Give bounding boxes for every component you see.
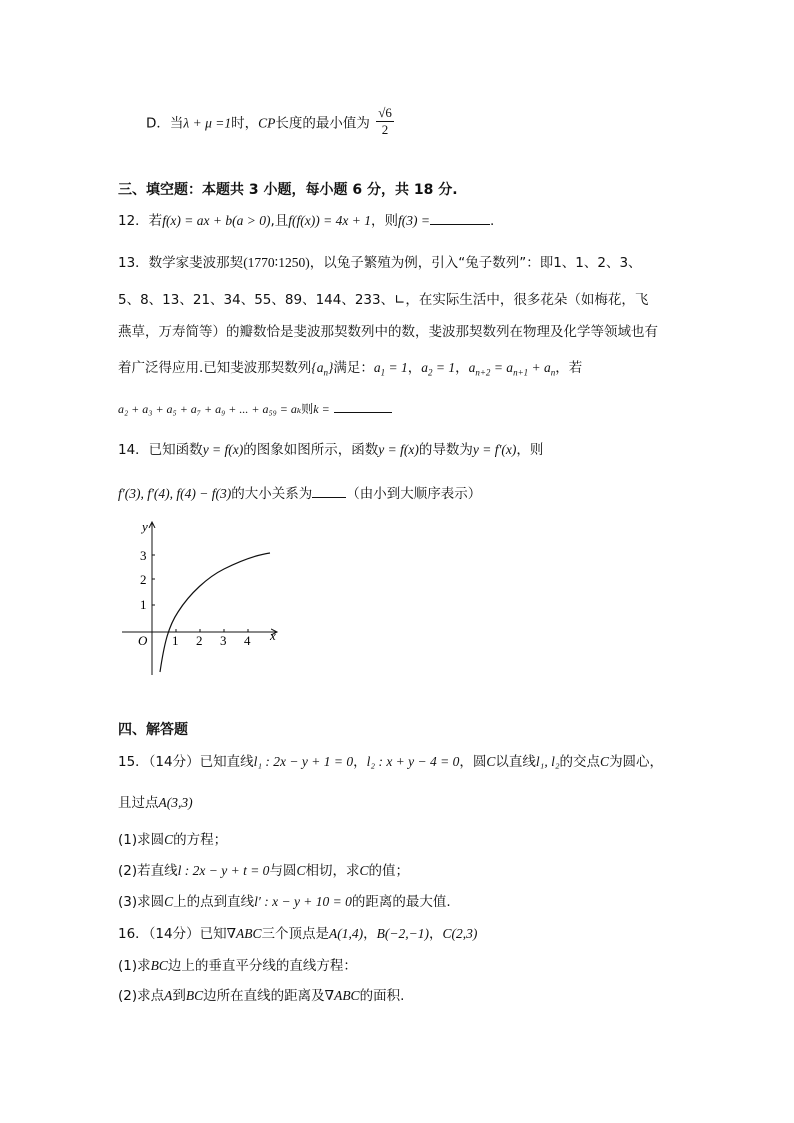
- q16-comma-1: ，: [363, 926, 377, 942]
- q15-p2g: 的值；: [368, 863, 409, 879]
- q16-p2d: BC: [185, 988, 204, 1003]
- function-graph: [112, 515, 292, 685]
- q13-seq-sub: n: [323, 367, 328, 378]
- q16-p2c: 到: [172, 988, 186, 1004]
- y-tick-label: 1: [140, 597, 147, 612]
- q16-l1c: 三个顶点是: [261, 926, 330, 942]
- q13-l1a: 13．数学家斐波那契: [118, 255, 244, 271]
- origin-label: O: [138, 633, 148, 648]
- q15-line-l1: l₁ : 2x − y + 1 = 0: [253, 754, 354, 769]
- fraction-numerator: √6: [378, 105, 392, 120]
- q15-l2a: 且过点: [118, 795, 159, 811]
- q13-recur-a: a: [468, 360, 476, 375]
- y-axis-label: y: [142, 519, 148, 534]
- q16-p2a: (2)求点: [118, 988, 165, 1004]
- x-tick-label: 2: [196, 633, 203, 648]
- q15-p3c: 上的点到直线: [173, 894, 255, 910]
- q15-c-2: C: [600, 754, 610, 769]
- question-12: [118, 210, 494, 231]
- option-d-tail: 长度的最小值为: [275, 115, 370, 132]
- q14-yfx-1: y = f(x): [202, 442, 244, 457]
- question-15-part-1: [118, 830, 227, 850]
- q13-k: k =: [313, 402, 330, 416]
- q15-p1a: (1)求圆: [118, 832, 165, 848]
- q16-triangle-2: ∇ABC: [324, 988, 360, 1003]
- q15-p1c: 的方程；: [173, 832, 228, 848]
- q13-seq-close: }: [327, 360, 334, 375]
- section-4-title: 四、解答题: [118, 722, 188, 738]
- q15-line-l: l : 2x − y + t = 0: [177, 863, 270, 878]
- x-tick-label: 1: [172, 633, 179, 648]
- q14-l1a: 14．已知函数: [118, 442, 203, 458]
- q12-text-e: ，则: [370, 213, 398, 229]
- q14-answer-blank[interactable]: [312, 483, 346, 498]
- q13-recur-sub1: n+2: [475, 367, 491, 378]
- q14-l1c: 的图象如图所示，函数: [243, 442, 379, 458]
- q13-a1-val: = 1: [385, 360, 408, 375]
- question-16-part-2: [118, 986, 404, 1006]
- y-tick-label: 3: [140, 548, 147, 563]
- q15-p1b: C: [164, 832, 174, 847]
- q12-text-c: ,且: [270, 213, 289, 229]
- q13-l1c: ，以兔子繁殖为例，引入“兔子数列”：即1、1、2、3、: [309, 255, 642, 271]
- q13-recur-sub2: n+1: [513, 367, 529, 378]
- q12-composition: f(f(x)) = 4x + 1: [288, 213, 371, 228]
- option-d-fraction: [376, 105, 394, 138]
- option-d-mid: 时，: [231, 115, 259, 132]
- q14-l2c: （由小到大顺序表示）: [346, 486, 482, 502]
- q15-p3e: 的距离的最大值.: [351, 894, 451, 910]
- q15-l1c: ，: [353, 754, 367, 770]
- q13-a1-sub: 1: [380, 367, 386, 378]
- q15-lines: l₁, l₂: [535, 754, 560, 769]
- q15-p2f: C: [359, 863, 369, 878]
- q12-answer-blank[interactable]: [430, 210, 490, 225]
- q14-derivative: y = f′(x): [472, 442, 517, 457]
- question-13-line-2: 5、8、13、21、34、55、89、144、233、∟，在实际生活中，很多花朵（如梅花，飞: [118, 292, 649, 308]
- q13-a2-sub: 2: [427, 367, 433, 378]
- y-tick-label: 2: [140, 572, 147, 587]
- section-3-title: 三、填空题：本题共 3 小题，每小题 6 分，共 18 分.: [118, 182, 458, 198]
- q13-recur-sub3: n: [550, 367, 556, 378]
- question-13-line-1: [118, 253, 642, 273]
- option-d-cp: CP: [258, 115, 276, 131]
- q14-expressions: f′(3), f′(4), f(4) − f(3): [118, 486, 232, 501]
- q16-p2g: 的面积.: [359, 988, 405, 1004]
- q12-f3: f(3) =: [397, 213, 430, 228]
- q12-period: .: [489, 213, 495, 229]
- function-curve: [160, 553, 270, 672]
- q16-p2b: A: [164, 988, 173, 1003]
- q12-function: f(x) = ax + b(a > 0): [162, 213, 271, 228]
- question-15-part-2: [118, 861, 409, 881]
- q15-l1i: 的交点: [559, 754, 601, 770]
- question-15-line-2: [118, 793, 193, 813]
- question-14-line-1: [118, 440, 543, 460]
- q15-p2c: 与圆: [269, 863, 297, 879]
- q15-c-1: C: [486, 754, 496, 769]
- q15-line-l2: l₂ : x + y − 4 = 0: [366, 754, 460, 769]
- question-15-part-3: [118, 892, 451, 912]
- q16-point-c: C(2,3): [442, 926, 478, 941]
- question-16-line-1: [118, 924, 477, 944]
- q15-p2e: 相切，求: [305, 863, 360, 879]
- q13-a2-val: = 1: [432, 360, 456, 375]
- q13-sum: a₂ + a₃ + a₅ + a₇ + a₉ + ... + a₅₉ = aₖ: [118, 402, 302, 416]
- question-15-line-1: [118, 752, 663, 772]
- q15-l1g: 以直线: [495, 754, 536, 770]
- q13-l4i: ，若: [555, 360, 583, 376]
- q13-recur-b: = a: [490, 360, 514, 375]
- q13-l4a: 着广泛得应用.已知斐波那契数列: [118, 360, 312, 376]
- q13-l4c: 满足：: [333, 360, 374, 376]
- q13-comma-1: ，: [407, 360, 422, 376]
- q13-ze: 则: [301, 402, 314, 416]
- q14-yfx-2: y = f(x): [378, 442, 419, 457]
- x-tick-label: 4: [244, 633, 251, 648]
- option-d-condition: λ + μ =1: [183, 115, 232, 131]
- q15-l1e: ，圆: [459, 754, 487, 770]
- q13-recur-c: + a: [528, 360, 551, 375]
- x-tick-label: 3: [220, 633, 227, 648]
- q16-triangle: ∇ABC: [226, 926, 262, 941]
- question-16-part-1: [118, 956, 357, 976]
- question-13-line-5: [118, 398, 392, 419]
- q15-line-l-prime: l′ : x − y + 10 = 0: [254, 894, 352, 909]
- q15-p2a: (2)若直线: [118, 863, 178, 879]
- fraction-denominator: 2: [381, 122, 389, 137]
- q15-l1k: 为圆心，: [609, 754, 664, 770]
- q15-p3b: C: [164, 894, 174, 909]
- q13-a1: a: [373, 360, 381, 375]
- q14-l1g: ，则: [516, 442, 544, 458]
- q14-l1e: 的导数为: [418, 442, 473, 458]
- q13-seq-open: {a: [311, 360, 324, 375]
- q16-p1a: (1)求: [118, 958, 151, 974]
- q12-text-a: 12．若: [118, 213, 163, 229]
- q15-p2d: C: [296, 863, 306, 878]
- q13-a2: a: [421, 360, 428, 375]
- x-axis-label: x: [270, 628, 276, 643]
- question-14-line-2: [118, 483, 481, 504]
- q16-p1b: BC: [150, 958, 168, 973]
- q13-years: (1770∶1250): [243, 255, 310, 270]
- q14-l2b: 的大小关系为: [231, 486, 313, 502]
- option-d: [146, 107, 394, 140]
- q16-l1a: 16．（14分）已知: [118, 926, 227, 942]
- q13-answer-blank[interactable]: [334, 398, 392, 413]
- q16-point-a: A(1,4): [329, 926, 364, 941]
- question-13-line-3: 燕草，万寿简等）的瓣数恰是斐波那契数列中的数，斐波那契数列在物理及化学等领域也有: [118, 324, 658, 340]
- option-d-label: D．当: [146, 115, 184, 132]
- q15-p3a: (3)求圆: [118, 894, 165, 910]
- q13-comma-2: ，: [455, 360, 469, 376]
- question-13-line-4: [118, 358, 582, 383]
- q15-l1a: 15．（14分）已知直线: [118, 754, 254, 770]
- q16-comma-2: ，: [429, 926, 443, 942]
- q16-point-b: B(−2,−1): [376, 926, 430, 941]
- q15-point-a: A(3,3): [158, 795, 193, 810]
- q16-p2e: 边所在直线的距离及: [203, 988, 325, 1004]
- q16-p1c: 边上的垂直平分线的直线方程：: [167, 958, 357, 974]
